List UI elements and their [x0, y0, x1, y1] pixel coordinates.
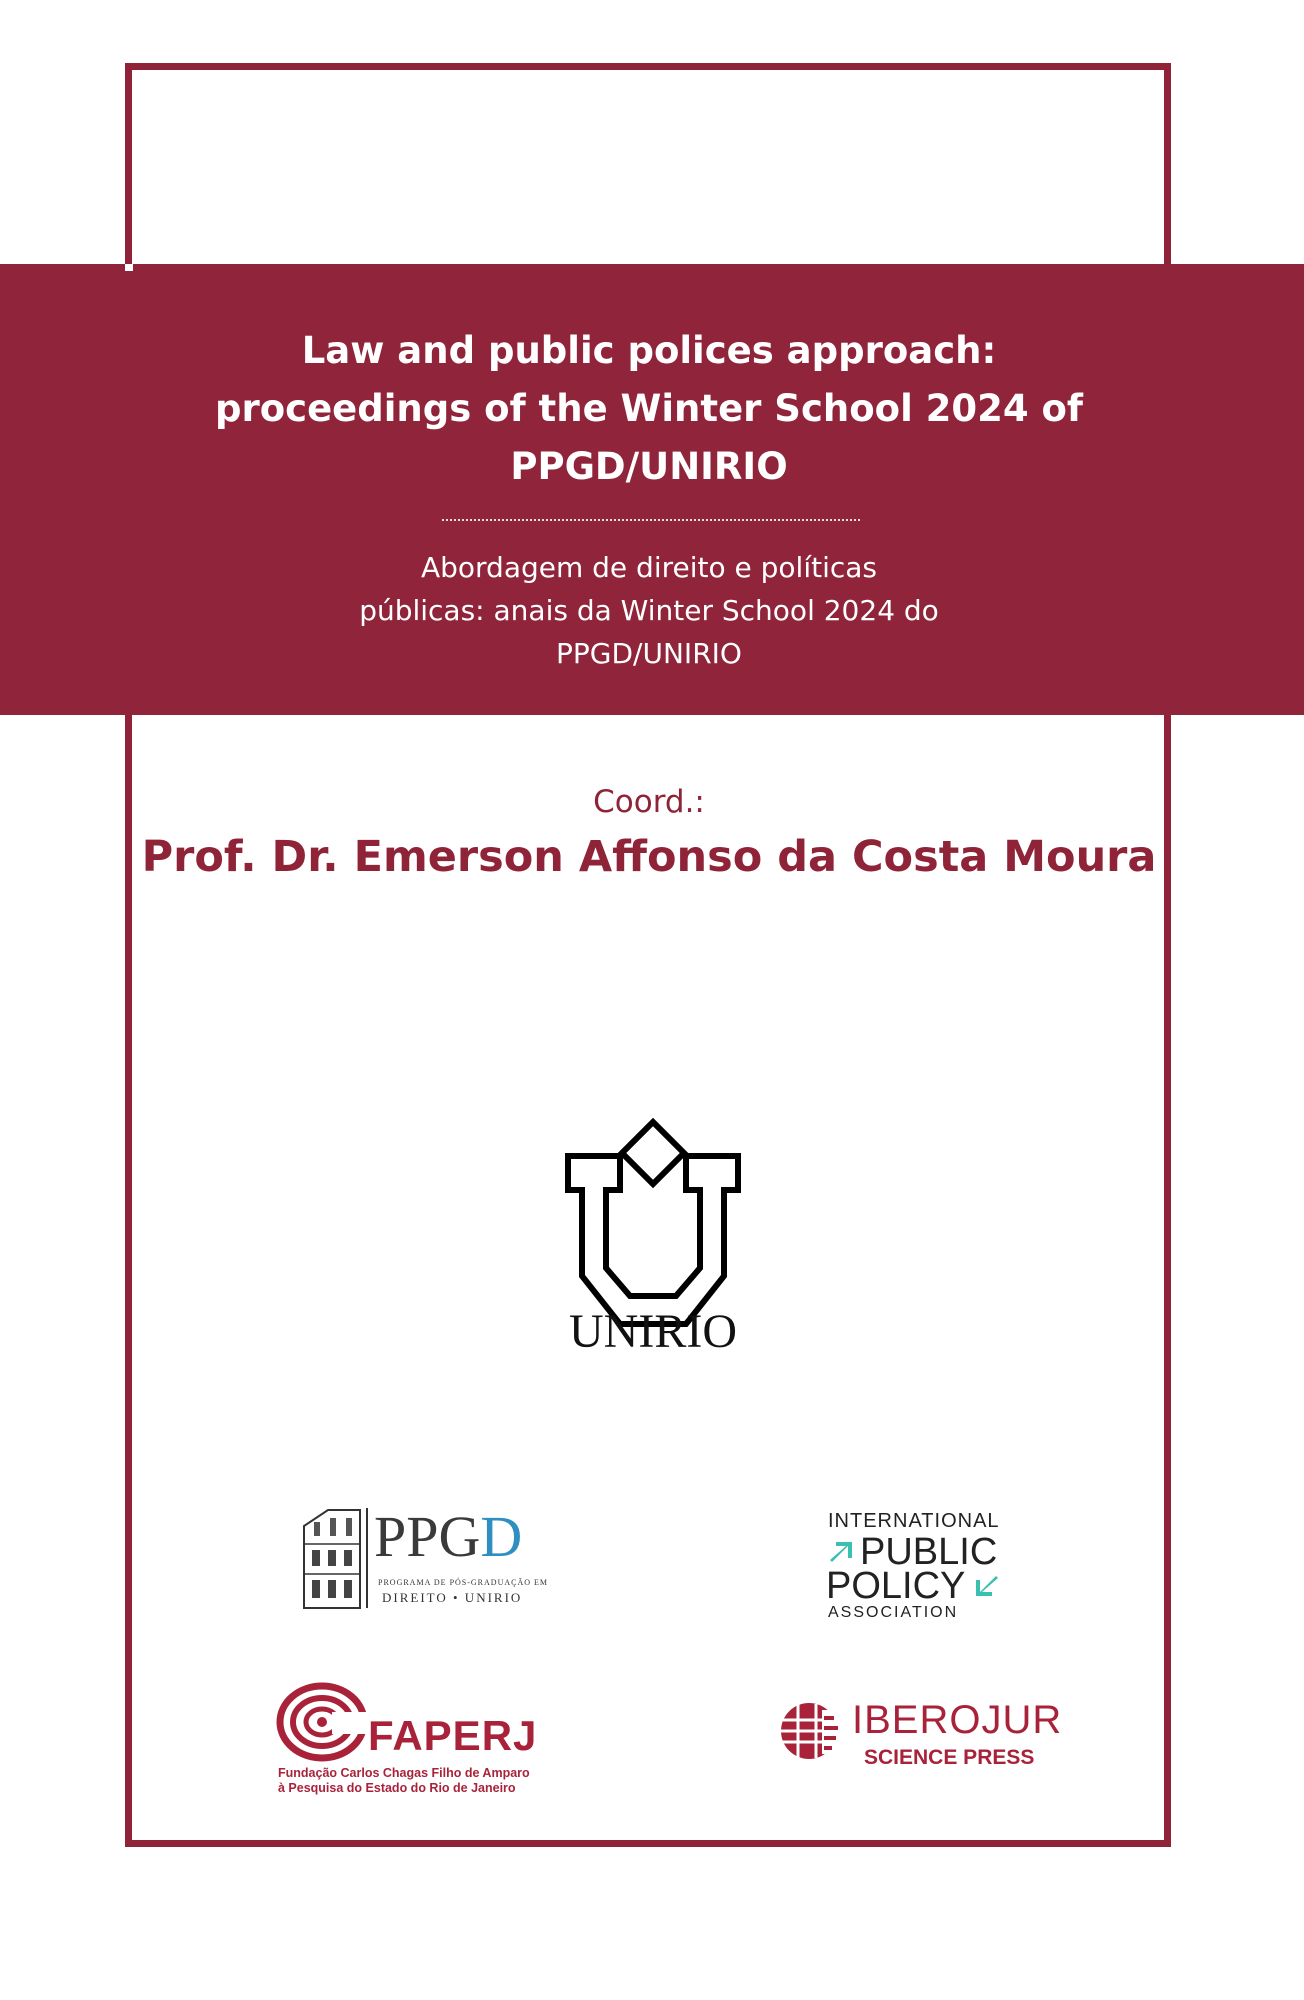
iberojur-subtitle: SCIENCE PRESS [864, 1746, 1035, 1769]
ippa-line-public: PUBLIC [860, 1531, 998, 1573]
unirio-wordmark: UNIRIO [569, 1305, 737, 1358]
ippa-arrow-up-icon [826, 1538, 856, 1568]
building-icon [298, 1504, 368, 1610]
ippa-logo [822, 1510, 1012, 1621]
english-title [132, 322, 1166, 496]
ippa-arrow-down-icon [972, 1570, 1002, 1600]
english-title-line: proceedings of the Winter School 2024 of [214, 387, 1084, 430]
ippa-line-association: ASSOCIATION [828, 1604, 959, 1621]
portuguese-title-line: Abordagem de direito e políticas [420, 551, 878, 584]
faperj-swirl-icon [276, 1676, 376, 1762]
ippa-line-international: INTERNATIONAL [828, 1510, 1000, 1532]
title-separator [442, 519, 860, 521]
faperj-logo [276, 1676, 576, 1798]
faperj-wordmark: FAPERJ [368, 1712, 538, 1759]
coordinator-label: Coord.: [593, 784, 705, 820]
english-title-line: PPGD/UNIRIO [510, 445, 788, 488]
ppgd-text-accent: D [480, 1504, 523, 1569]
coordinator-name: Prof. Dr. Emerson Affonso da Costa Moura [141, 832, 1157, 882]
ppgd-text: PPGD [374, 1504, 523, 1569]
ppgd-subtitle-2: DIREITO • UNIRIO [382, 1590, 523, 1605]
unirio-logo [560, 1118, 746, 1358]
english-title-line: Law and public polices approach: [301, 329, 997, 372]
ppgd-divider [366, 1508, 368, 1608]
ppgd-wordmark [374, 1504, 523, 1569]
portuguese-title-line: públicas: anais da Winter School 2024 do [359, 594, 939, 627]
ppgd-logo [298, 1502, 549, 1614]
iberojur-logo [776, 1694, 1063, 1778]
ppgd-subtitle-1: PROGRAMA DE PÓS-GRADUAÇÃO EM [378, 1578, 549, 1587]
title-block [132, 264, 1166, 715]
faperj-subtitle-2: à Pesquisa do Estado do Rio de Janeiro [278, 1781, 516, 1795]
iberojur-wordmark: IBEROJUR [852, 1698, 1063, 1742]
portuguese-title-line: PPGD/UNIRIO [556, 637, 742, 670]
ippa-line-policy: POLICY [826, 1565, 966, 1607]
globe-icon [776, 1698, 842, 1764]
portuguese-title [132, 546, 1166, 675]
faperj-subtitle-1: Fundação Carlos Chagas Filho de Amparo [278, 1766, 530, 1780]
